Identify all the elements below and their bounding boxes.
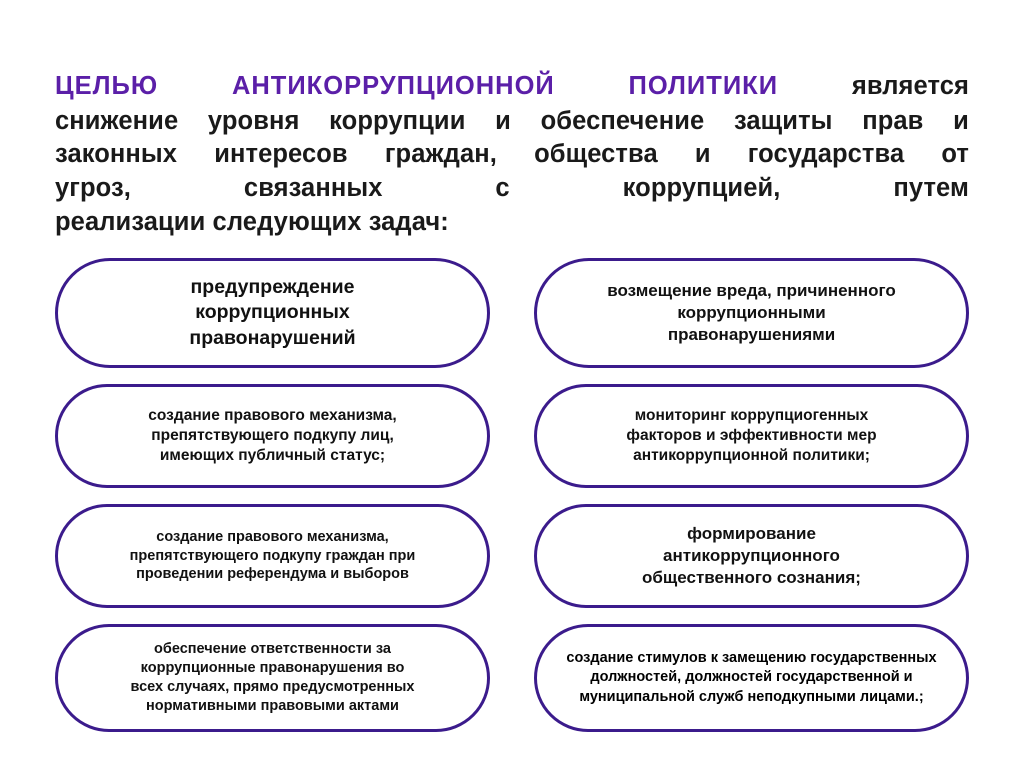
title-body [55, 105, 969, 240]
title-line3-w2: интересов [214, 140, 348, 169]
task-line: всех случаях, прямо предусмотренных [130, 679, 415, 695]
title-line2-w5: обеспечение [540, 106, 705, 135]
grid-cell-responsibility [55, 624, 490, 732]
title-line4-w3: с [495, 173, 510, 202]
task-line: формирование [687, 523, 816, 543]
task-box-legal-mechanism-officials [55, 384, 490, 488]
task-line: факторов и эффективности мер [626, 426, 877, 444]
grid-cell-incentives [534, 624, 969, 732]
task-box-public-consciousness [534, 504, 969, 608]
title-line4-w5: путем [893, 173, 969, 202]
task-line: имеющих публичный статус; [159, 447, 386, 465]
title-accent-word-1: ЦЕЛЬЮ [55, 72, 159, 100]
title-tail-word: является [851, 72, 969, 100]
task-line: общественного сознания; [642, 568, 861, 588]
task-line: обеспечение ответственности за [154, 641, 391, 658]
title-line2-w4: и [495, 106, 511, 135]
task-line: лицами.; [859, 688, 924, 705]
task-line: возмещение вреда, причиненного [607, 280, 896, 300]
task-box-responsibility [55, 624, 490, 732]
task-line: коррупционные правонарушения во [140, 660, 405, 677]
title-line2-w8: и [953, 106, 969, 135]
title-line2-w6: защиты [733, 106, 833, 135]
task-box-monitoring [534, 384, 969, 488]
task-box-compensation [534, 258, 969, 368]
task-box-incentives [534, 624, 969, 732]
title-line-2 [55, 105, 969, 139]
title-line3-w4: общества [534, 140, 658, 169]
task-line: антикоррупционного [663, 545, 840, 565]
grid-cell-public-consciousness [534, 504, 969, 608]
title-line3-w7: от [941, 140, 969, 169]
title-line4-w4: коррупцией, [622, 173, 781, 202]
task-line: правонарушений [189, 326, 356, 349]
title-line3-w5: и [694, 140, 711, 169]
title-line2-w3: коррупции [329, 106, 466, 135]
title-line3-w3: граждан, [384, 140, 497, 169]
task-line: коррупционными [677, 302, 826, 322]
grid-cell-legal-mechanism-citizens [55, 504, 490, 608]
task-line: правонарушениями [667, 325, 836, 345]
title-accent-word-2: АНТИКОРРУПЦИОННОЙ [231, 72, 555, 100]
task-line: препятствующего подкупу лиц, [151, 426, 394, 444]
title-line4-w2: связанных [243, 173, 383, 202]
tasks-grid [55, 258, 969, 732]
task-line: предупреждение [190, 275, 355, 298]
task-line: проведении референдума и выборов [136, 566, 409, 583]
title-line-5: реализации следующих задач: [55, 207, 449, 236]
title-line2-w7: прав [862, 106, 924, 135]
title-line3-w6: государства [747, 140, 905, 169]
title-line3-w1: законных [55, 140, 178, 169]
title-line-4 [55, 172, 969, 206]
task-line: должностей государственной и [685, 669, 913, 686]
task-line: мониторинг коррупциогенных [634, 406, 869, 424]
task-line: муниципальной служб неподкупными [579, 688, 856, 705]
task-line: создание правового механизма, [148, 406, 397, 424]
title-accent-word-3: ПОЛИТИКИ [628, 72, 779, 100]
title-first-line [55, 70, 969, 104]
task-box-prevention [55, 258, 490, 368]
grid-cell-monitoring [534, 384, 969, 488]
title-line2-w1: снижение [55, 106, 179, 135]
grid-cell-prevention [55, 258, 490, 368]
task-line: нормативными правовыми актами [146, 697, 399, 714]
title-line-3 [55, 138, 969, 172]
task-line: замещению государственных должностей, [590, 650, 937, 686]
title-line2-w2: уровня [207, 106, 300, 135]
task-line: препятствующего подкупу граждан при [129, 547, 416, 564]
task-line: коррупционных [195, 301, 350, 324]
page-title [55, 70, 969, 239]
task-line: создание правового механизма, [156, 528, 389, 545]
task-line: создание стимулов к [566, 650, 718, 667]
task-line: антикоррупционной политики; [633, 447, 870, 465]
title-line4-w1: угроз, [55, 173, 131, 202]
grid-cell-legal-mechanism-officials [55, 384, 490, 488]
grid-cell-compensation [534, 258, 969, 368]
task-box-legal-mechanism-citizens [55, 504, 490, 608]
